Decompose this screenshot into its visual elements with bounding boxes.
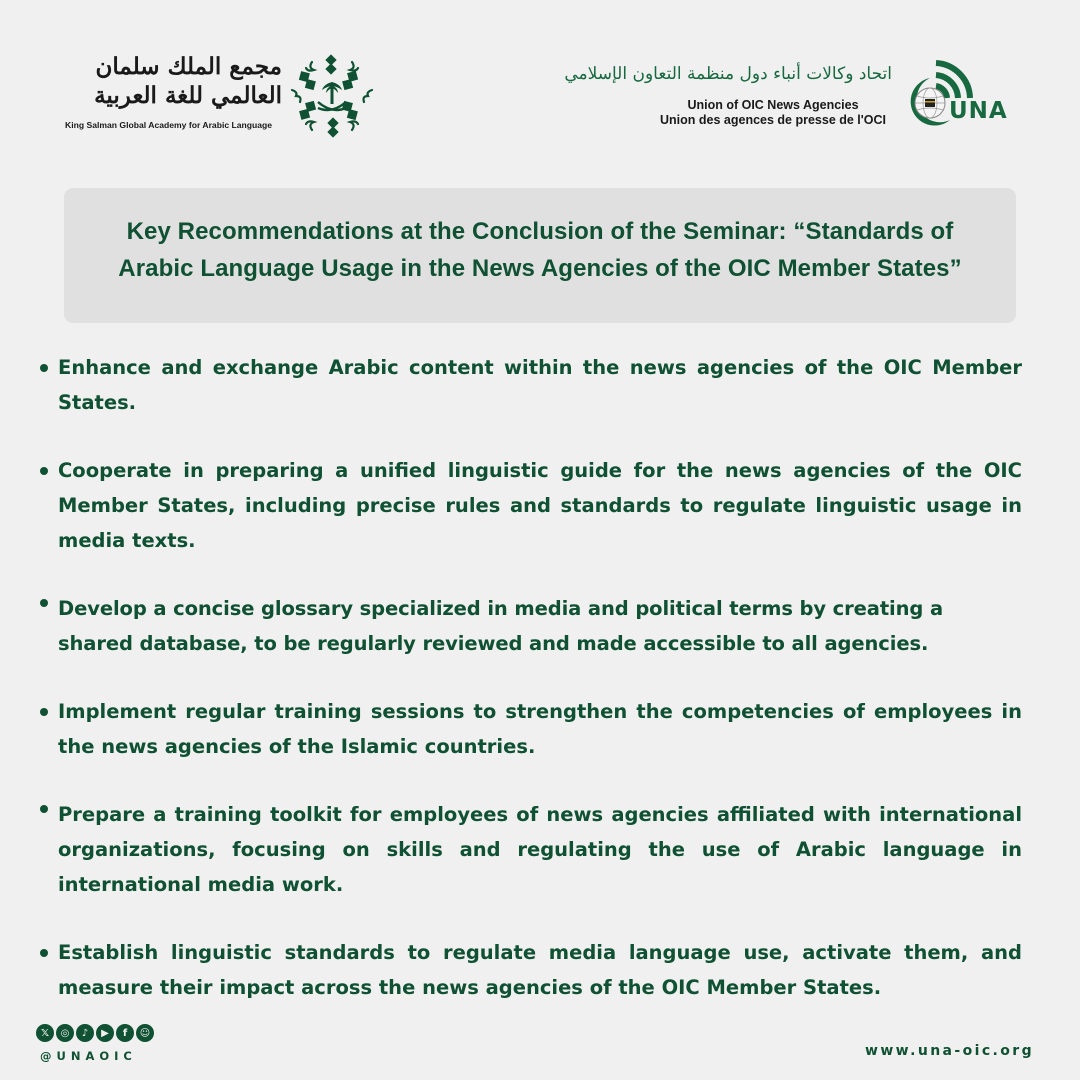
bullet-icon [40,599,48,607]
ksgaal-logo [62,52,382,142]
facebook-icon[interactable]: f [116,1024,134,1042]
list-item [40,350,1022,420]
list-item-text: Implement regular training sessions to strengthen the competencies of employees in the news agencies of the Islamic countries. [58,700,1022,758]
globe-broadcast-icon [900,58,1015,130]
una-french-name: Union des agences de presse de l'OCI [660,113,886,127]
palm-and-swords-emblem-icon [288,52,376,140]
list-item [40,935,1022,1005]
bullet-icon [40,364,48,372]
social-icons [36,1024,154,1042]
ksgaal-arabic-line2: العالمي للغة العربية [94,82,282,109]
una-english-name: Union of OIC News Agencies [687,98,859,112]
youtube-icon[interactable]: ▶ [96,1024,114,1042]
bullet-icon [40,949,48,957]
una-wordmark: UNA [949,98,1008,124]
ksgaal-arabic-line1: مجمع الملك سلمان [95,53,282,80]
website-link[interactable]: www.una-oic.org [865,1043,1034,1059]
bullet-icon [40,708,48,716]
snapchat-icon[interactable]: ☺ [136,1024,154,1042]
list-item [40,797,1022,902]
instagram-icon[interactable]: ◎ [56,1024,74,1042]
list-item-text: Enhance and exchange Arabic content within the news agencies of the OIC Member States. [58,356,1022,414]
una-logo [564,58,1018,138]
list-item-text: Develop a concise glossary specialized in media and political terms by creating a shared database, to be regularly reviewed and made accessible to all agencies. [58,597,944,655]
social-handle[interactable]: @UNAOIC [40,1049,137,1063]
x-icon[interactable]: 𝕏 [36,1024,54,1042]
bullet-icon [40,467,48,475]
recommendations-list [40,350,1022,1005]
list-item [40,694,1022,764]
list-item-text: Cooperate in preparing a unified linguistic guide for the news agencies of the OIC Member States, including precise rules and standards to regulate linguistic usage in media texts. [58,459,1022,552]
list-item [40,591,1022,661]
ksgaal-arabic-name [62,52,282,110]
title-box [64,188,1016,323]
una-arabic-name: اتحاد وكالات أنباء دول منظمة التعاون الإسلامي [564,64,892,84]
ksgaal-english-name: King Salman Global Academy for Arabic Language [65,120,273,130]
tiktok-icon[interactable]: ♪ [76,1024,94,1042]
page-title: Key Recommendations at the Conclusion of the Seminar: “Standards of Arabic Language Usage in the News Agencies of the OIC Member States” [118,217,962,282]
list-item-text: Prepare a training toolkit for employees of news agencies affiliated with international organizations, focusing on skills and regulating the use of Arabic language in international media work. [58,803,1022,896]
list-item-text: Establish linguistic standards to regulate media language use, activate them, and measure their impact across the news agencies of the OIC Member States. [58,941,1022,999]
list-item [40,453,1022,558]
bullet-icon [40,805,48,813]
